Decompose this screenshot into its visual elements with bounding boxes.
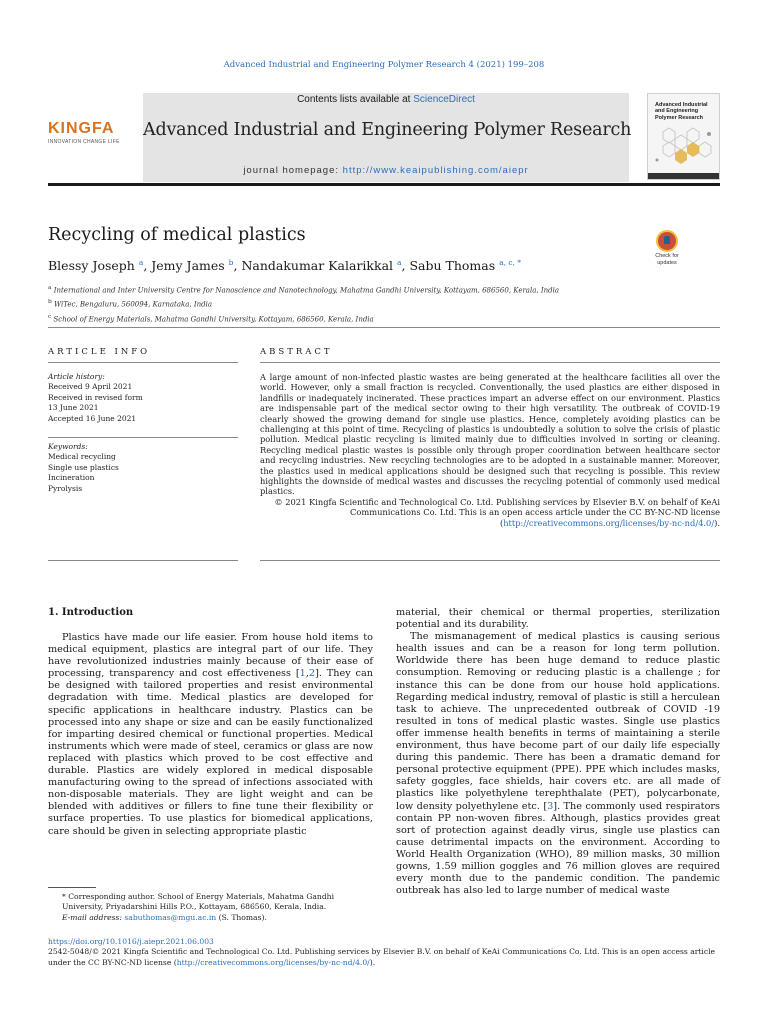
keywords-rule xyxy=(48,437,238,438)
author-affiliation-mark[interactable]: a xyxy=(397,258,402,267)
cover-footer-bar xyxy=(648,173,719,179)
body-paragraph: Plastics have made our life easier. From house hold items to medical equipment, plastics are integral part of our life. They have revolutionized industries mainly because of their ease of processing, transparency and cost effectiveness [1,2]. They can be designed with tailored properties and resist environmental degradation with time. Medical plastics are developed for specific applications in healthcare industry. Plastics can be processed into any shape or size and can be easily functionalized for imparting desired chemical or functional properties. Medical instruments which were made of steel, ceramics or glass are now replaced with plastics which proved to be cost effective and durable. Plastics are widely explored in medical disposable manufacturing owing to the spread of infections associated with non-disposable materials. They are light weight and can be blended with additives or fillers to fine tune their flexibility or surface properties. To use plastics for biomedical applications, care should be given in selecting appropriate plastic xyxy=(48,632,373,837)
journal-citation[interactable]: Advanced Industrial and Engineering Polymer Research 4 (2021) 199–208 xyxy=(223,60,545,70)
history-item: Received in revised form xyxy=(48,392,143,402)
homepage-label: journal homepage: xyxy=(243,165,343,176)
affiliation-list xyxy=(48,282,559,325)
keywords-heading: Keywords: xyxy=(48,442,88,451)
article-info-bottom-rule xyxy=(48,560,238,561)
affiliation-item: $^a$ International and Inter University Centre for Nanoscience and Nanotechnology, Mahatma Gandhi University, Kottayam, 686560, Kerala, India xyxy=(48,285,560,295)
author-list xyxy=(48,258,521,273)
reference-link[interactable]: 1 xyxy=(299,668,306,680)
reference-link[interactable]: 2 xyxy=(308,668,316,680)
author-name[interactable]: Nandakumar Kalarikkal xyxy=(241,258,397,274)
check-updates-icon xyxy=(656,230,678,252)
abstract-rule xyxy=(260,362,720,363)
license-link[interactable]: http://creativecommons.org/licenses/by-nc-nd/4.0/ xyxy=(503,517,715,528)
corresponding-author-text: * Corresponding author. School of Energy Materials, Mahatma Gandhi University, Priyadarshini Hills P.O., Kottayam, 686560, Kerala, India. xyxy=(62,892,334,912)
keyword-item[interactable]: Incineration xyxy=(48,473,95,483)
article-info-heading: ARTICLE INFO xyxy=(48,347,151,357)
article-history xyxy=(48,372,143,424)
contents-prefix: Contents lists available at xyxy=(297,94,414,105)
journal-homepage xyxy=(143,165,629,176)
body-column-left xyxy=(48,632,373,838)
banner-rule xyxy=(48,183,720,186)
check-updates-label: Check for updates xyxy=(655,253,679,266)
affiliation-item: $^c$ School of Energy Materials, Mahatma Gandhi University, Kottayam, 686560, Kerala, India xyxy=(48,313,374,323)
journal-title: Advanced Industrial and Engineering Polymer Research xyxy=(143,120,632,140)
author-affiliation-mark[interactable]: b xyxy=(228,258,234,267)
author-name[interactable]: Sabu Thomas xyxy=(409,258,500,274)
abstract-bottom-rule xyxy=(260,560,720,561)
body-paragraph: material, their chemical or thermal properties, sterilization potential and its durability. xyxy=(396,607,720,631)
author-name[interactable]: Jemy James xyxy=(151,258,229,274)
check-for-updates-badge[interactable] xyxy=(649,230,685,266)
hexagon-pattern-icon xyxy=(649,122,720,172)
issn-license: 2542-5048/© 2021 Kingfa Scientific and Technological Co. Ltd. Publishing services by Elsevier B.V. on behalf of KeAi Communications Co. Ltd. This is an open access article under the CC BY-NC-ND license (http://creativecommons.org/licenses/by-nc-nd/4.0/). xyxy=(48,947,716,967)
history-item: Received 9 April 2021 xyxy=(48,382,133,392)
abstract-license: © 2021 Kingfa Scientific and Technological Co. Ltd. Publishing services by Elsevier B.V. on behalf of KeAi Communications Co. Ltd. This is an open access article under the CC BY-NC-ND license (http://creativecommons.org/licenses/by-nc-nd/4.0/). xyxy=(274,496,720,528)
keyword-item[interactable]: Medical recycling xyxy=(48,452,116,462)
article-title: Recycling of medical plastics xyxy=(48,225,306,245)
logo-word: KINGFA xyxy=(48,120,115,137)
article-info-rule xyxy=(48,362,238,363)
header-rule xyxy=(48,327,720,328)
journal-cover-image[interactable] xyxy=(647,93,720,180)
abstract-heading: ABSTRACT xyxy=(260,347,333,357)
corresponding-author-footnote xyxy=(48,892,373,923)
author-affiliation-mark[interactable]: a xyxy=(138,258,144,267)
reference-link[interactable]: 3 xyxy=(547,800,554,812)
author-name[interactable]: Blessy Joseph xyxy=(48,258,139,274)
author-affiliation-mark[interactable]: a, c, * xyxy=(499,258,522,267)
cover-title: Advanced Industrial and Engineering Polymer Research xyxy=(655,102,708,121)
footnote-rule xyxy=(48,887,96,888)
homepage-link[interactable]: http://www.keaipublishing.com/aiepr xyxy=(342,165,529,176)
body-column-right xyxy=(396,607,720,897)
abstract-text: A large amount of non-infected plastic wastes are being generated at the healthcare facilities all over the world. However, only a small fraction is recycled. Conventionally, the used plastics are either disposed in landfills or inadequately incinerated. These practices impart an adverse effect on our environment. Plastics are indispensable part of the medical sector owing to their high versatility. The outbreak of COVID-19 clearly showed the growing demand for single use plastics. Hence, completely avoiding plastics can be challenging at this point of time. Recycling of plastics is undoubtedly a solution to solve the crisis of plastic pollution. Medical plastic recycling is limited mainly due to difficulties involved in sorting or cleaning. Recycling medical plastic wastes is possible only through proper coordination between healthcare sector and recycling industries. New recycling technologies are to be adopted in a sustainable manner. Moreover, the plastics used in medical applications should be designed such that recycling is possible. This review highlights the downside of medical wastes and discusses the recycling potential of commonly used medical plastics. xyxy=(260,372,720,497)
abstract-body xyxy=(260,372,720,528)
sciencedirect-link[interactable]: ScienceDirect xyxy=(413,94,475,105)
doi-link[interactable]: https://doi.org/10.1016/j.aiepr.2021.06.003 xyxy=(48,937,214,946)
email-link[interactable]: sabuthomas@mgu.ac.in xyxy=(124,912,217,922)
author-separator: , xyxy=(233,258,242,274)
history-heading: Article history: xyxy=(48,372,105,381)
email-line: E-mail address: sabuthomas@mgu.ac.in (S. Thomas). xyxy=(62,912,267,922)
kingfa-logo xyxy=(48,120,138,160)
keyword-item[interactable]: Single use plastics xyxy=(48,462,119,472)
logo-tagline: INNOVATION CHANGE LIFE xyxy=(48,139,120,145)
history-item: 13 June 2021 xyxy=(48,403,99,413)
keywords-block xyxy=(48,442,119,494)
affiliation-item: $^b$ WiTec, Bengaluru, 560094, Karnataka, India xyxy=(48,299,213,309)
body-paragraph: The mismanagement of medical plastics is causing serious health issues and can be a reason for long term pollution. Worldwide there has been huge demand to reduce plastic consumption. Removing or reducing plastic is a challenge ; for instance this can be done from our house hold applications. Regarding medical industry, removal of plastic is still a herculean task to achieve. The unprecedented outbreak of COVID -19 resulted in tons of medical plastic wastes. Single use plastics offer immense health benefits in terms of maintaining a sterile environment, thus have become part of our daily life especially during this pandemic. There has been a dramatic demand for personal protective equipment (PPE). PPE which includes masks, safety goggles, face shields, hair covers etc. are all made of plastics like polyethylene terephthalate (PET), polycarbonate, low density polyethylene etc. [3]. The commonly used respirators contain PP non-woven fibres. Although, plastics provides great sort of protection against deadly virus, single use plastics can cause detrimental impacts on the environment. According to World Health Organization (WHO), 89 million masks, 30 million gowns, 1.59 million goggles and 76 million gloves are required every month due to the pandemic condition. The pandemic outbreak has also led to large number of medical waste xyxy=(396,631,720,897)
author-separator: , xyxy=(401,258,410,274)
section-heading: 1. Introduction xyxy=(48,607,134,618)
license-link[interactable]: http://creativecommons.org/licenses/by-nc-nd/4.0/ xyxy=(176,957,370,967)
contents-line xyxy=(143,94,629,105)
keyword-item[interactable]: Pyrolysis xyxy=(48,483,83,493)
author-separator: , xyxy=(143,258,152,274)
history-item: Accepted 16 June 2021 xyxy=(48,413,137,423)
